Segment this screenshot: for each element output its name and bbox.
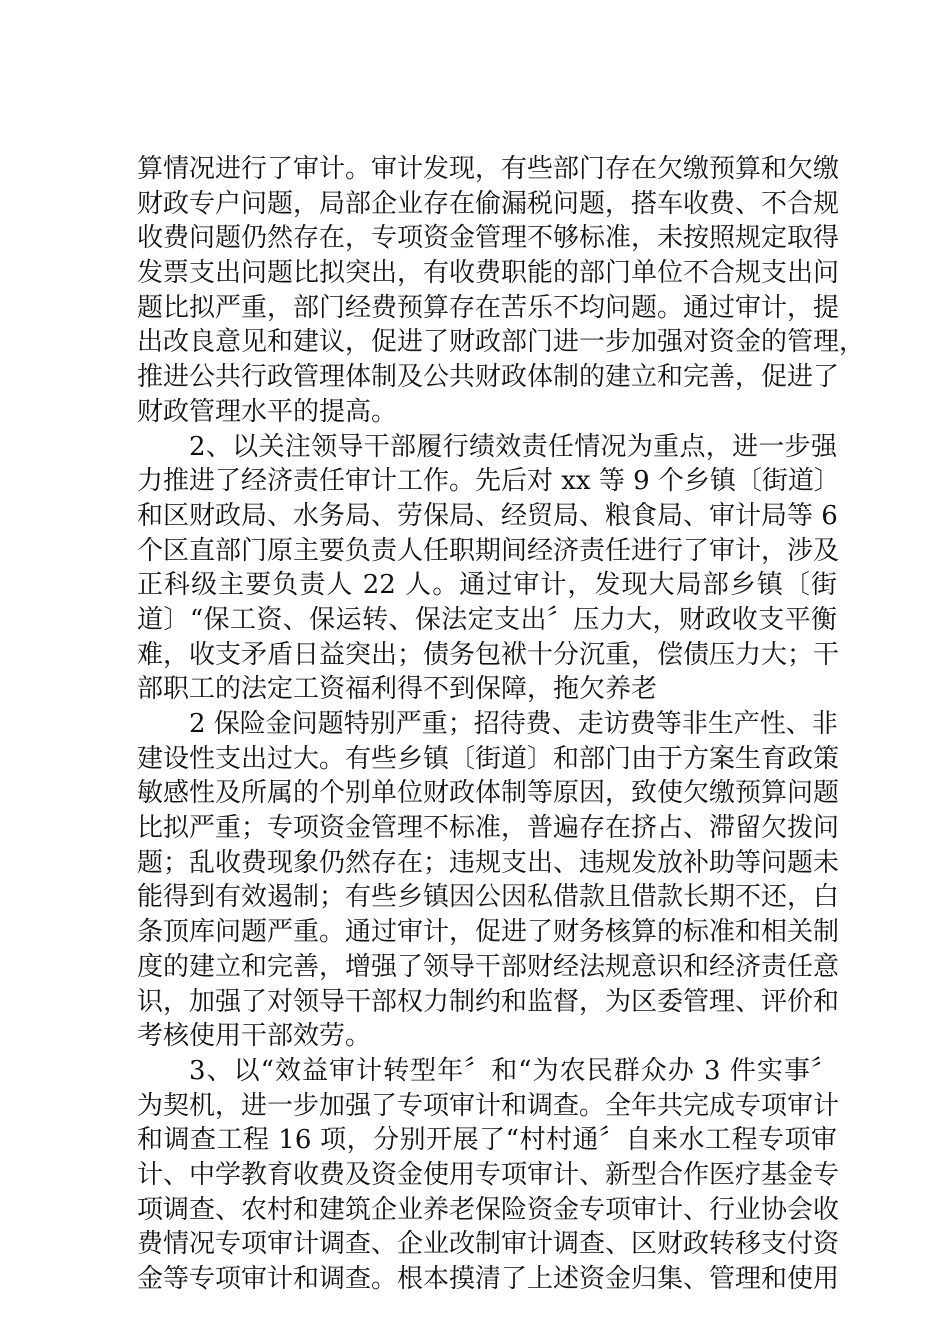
document-body: [137, 152, 866, 1297]
text-line: 识，加强了对领导干部权力制约和监督，为区委管理、评价和: [137, 986, 840, 1017]
text-line: 2 保险金问题特别严重；招待费、走访费等非生产性、非: [189, 709, 838, 739]
text-line: 财政专户问题，局部企业存在偷漏税问题，搭车收费、不合规: [137, 188, 840, 219]
text-line: 费情况专项审计调查、企业改制审计调查、区财政转移支付资: [137, 1229, 840, 1260]
text-line: 3、以“效益审计转型年〞和“为农民群众办 3 件实事〞: [189, 1055, 837, 1086]
text-line: 和调查工程 16 项，分别开展了“村村通〞自来水工程专项审: [137, 1125, 837, 1156]
text-line: 道〕“保工资、保运转、保法定支出〞压力大，财政收支平衡: [137, 604, 837, 635]
text-line: 考核使用干部效劳。: [137, 1021, 372, 1052]
text-line: 难，收支矛盾日益突出；债务包袱十分沉重，偿债压力大；干: [137, 639, 840, 670]
text-line: 力推进了经济责任审计工作。先后对 xx 等 9 个乡镇〔街道〕: [137, 466, 840, 497]
text-line: 比拟严重；专项资金管理不标准，普遍存在挤占、滞留欠拨问: [137, 813, 840, 844]
text-line: 部职工的法定工资福利得不到保障，拖欠养老: [137, 674, 658, 705]
text-line: 推进公共行政管理体制及公共财政体制的建立和完善，促进了: [137, 362, 840, 393]
text-line: 正科级主要负责人 22 人。通过审计，发现大局部乡镇〔街: [137, 570, 837, 601]
text-line: 发票支出问题比拟突出，有收费职能的部门单位不合规支出问: [137, 258, 840, 289]
text-line: 出改良意见和建议，促进了财政部门进一步加强对资金的管理，: [137, 327, 866, 358]
text-line: 项调查、农村和建筑企业养老保险资金专项审计、行业协会收: [137, 1194, 840, 1225]
text-line: 度的建立和完善，增强了领导干部财经法规意识和经济责任意: [137, 951, 840, 982]
text-line: 计、中学教育收费及资金使用专项审计、新型合作医疗基金专: [137, 1159, 840, 1190]
text-line: 金等专项审计和调查。根本摸清了上述资金归集、管理和使用: [137, 1264, 840, 1294]
text-line: 2、以关注领导干部履行绩效责任情况为重点，进一步强: [189, 431, 837, 462]
text-line: 收费问题仍然存在，专项资金管理不够标准，未按照规定取得: [137, 223, 840, 254]
text-line: 财政管理水平的提高。: [137, 396, 398, 427]
text-line: 题比拟严重，部门经费预算存在苦乐不均问题。通过审计，提: [137, 292, 840, 323]
text-line: 题；乱收费现象仍然存在；违规支出、违规发放补助等问题未: [137, 847, 840, 878]
text-line: 建设性支出过大。有些乡镇〔街道〕和部门由于方案生育政策: [137, 743, 840, 774]
text-line: 能得到有效遏制；有些乡镇因公因私借款且借款长期不还，白: [137, 882, 840, 913]
text-line: 条顶库问题严重。通过审计，促进了财务核算的标准和相关制: [137, 917, 840, 948]
text-line: 为契机，进一步加强了专项审计和调查。全年共完成专项审计: [137, 1090, 840, 1121]
text-line: 算情况进行了审计。审计发现，有些部门存在欠缴预算和欠缴: [137, 154, 840, 184]
text-line: 个区直部门原主要负责人任职期间经济责任进行了审计，涉及: [137, 535, 840, 566]
text-line: 敏感性及所属的个别单位财政体制等原因，致使欠缴预算问题: [137, 778, 840, 809]
text-line: 和区财政局、水务局、劳保局、经贸局、粮食局、审计局等 6: [137, 500, 838, 531]
